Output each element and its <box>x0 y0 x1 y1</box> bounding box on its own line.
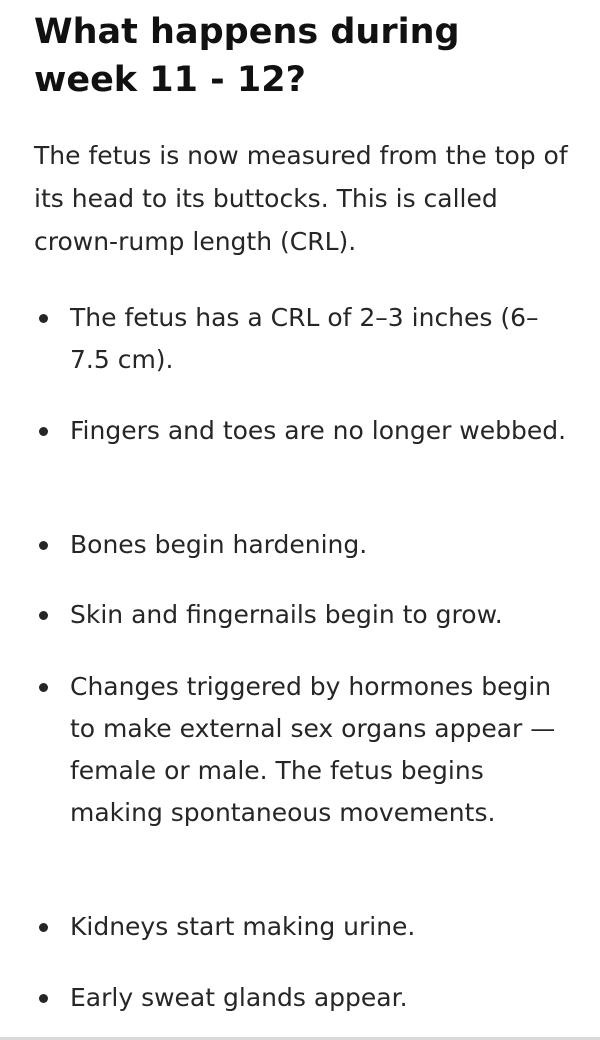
list-item-text: The fetus has a CRL of 2–3 inches (6–7.5 cm). <box>70 303 539 374</box>
bullet-dot-icon <box>39 611 48 620</box>
intro-paragraph: The fetus is now measured from the top of its head to its buttocks. This is called crown-rump length (CRL). <box>34 141 568 256</box>
bullet-dot-icon <box>39 314 48 323</box>
list-item-text: Changes triggered by hormones begin to make external sex organs appear — female or male. The fetus begins making spontaneous movements. <box>70 672 556 827</box>
bullet-dot-icon <box>39 994 48 1003</box>
list-item-text: Fingers and toes are no longer webbed. <box>70 416 567 445</box>
bullet-dot-icon <box>39 541 48 550</box>
list-item-text: Early sweat glands appear. <box>70 983 408 1012</box>
list-item-text: Skin and fingernails begin to grow. <box>70 600 503 629</box>
list-item-text: Kidneys start making urine. <box>70 912 416 941</box>
bullet-dot-icon <box>39 427 48 436</box>
list-item-text: Bones begin hardening. <box>70 530 368 559</box>
section-heading: What happens during week 11 - 12? <box>34 12 460 100</box>
bullet-dot-icon <box>39 683 48 692</box>
bullet-dot-icon <box>39 923 48 932</box>
